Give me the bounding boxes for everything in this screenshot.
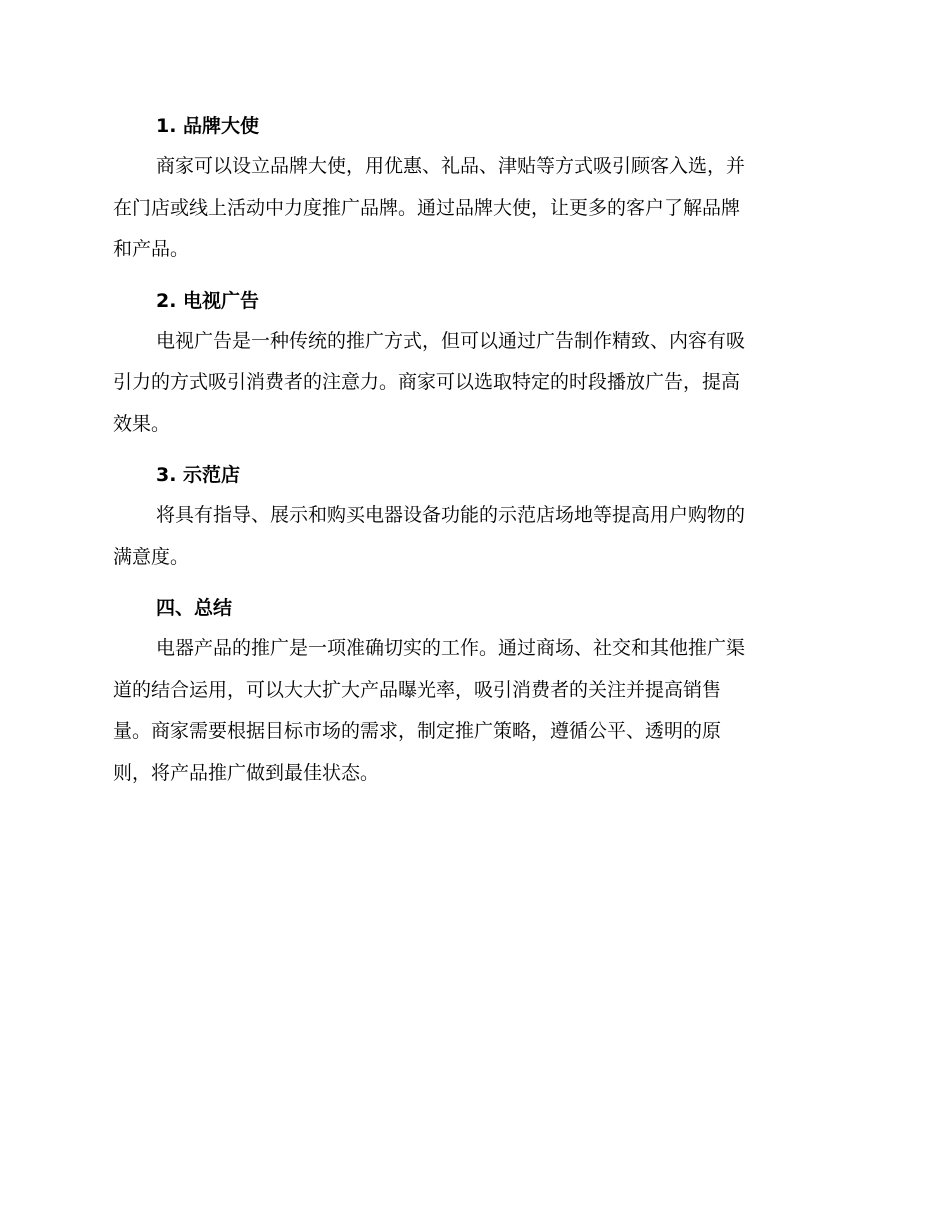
paragraph-line: 则，将产品推广做到最佳状态。	[113, 761, 380, 784]
paragraph-line: 引力的方式吸引消费者的注意力。商家可以选取特定的时段播放广告，提高	[113, 371, 741, 393]
paragraph-line: 效果。	[113, 412, 171, 435]
paragraph-line: 道的结合运用，可以大大扩大产品曝光率，吸引消费者的关注并提高销售	[113, 678, 722, 701]
paragraph-line: 在门店或线上活动中力度推广品牌。通过品牌大使，让更多的客户了解品牌	[113, 196, 741, 219]
section-heading-tv-ads: 2. 电视广告	[156, 289, 260, 312]
paragraph-line: 商家可以设立品牌大使，用优惠、礼品、津贴等方式吸引顾客入选，并	[156, 155, 746, 177]
paragraph-tv-ads	[113, 321, 830, 446]
document-body	[113, 106, 830, 804]
paragraph-demo-store	[113, 495, 830, 578]
paragraph-line: 电视广告是一种传统的推广方式，但可以通过广告制作精致、内容有吸	[156, 329, 746, 352]
section-heading-summary: 四、总结	[156, 597, 233, 619]
paragraph-brand-ambassador	[113, 146, 830, 271]
paragraph-line: 量。商家需要根据目标市场的需求，制定推广策略，遵循公平、透明的原	[113, 720, 722, 742]
paragraph-line: 和产品。	[113, 238, 190, 260]
section-heading-brand-ambassador: 1. 品牌大使	[156, 115, 260, 137]
paragraph-line: 满意度。	[113, 545, 190, 568]
paragraph-line: 电器产品的推广是一项准确切实的工作。通过商场、社交和其他推广渠	[156, 637, 746, 659]
section-heading-demo-store: 3. 示范店	[156, 464, 241, 486]
paragraph-summary	[113, 628, 830, 794]
paragraph-line: 将具有指导、展示和购买电器设备功能的示范店场地等提高用户购物的	[156, 504, 746, 526]
